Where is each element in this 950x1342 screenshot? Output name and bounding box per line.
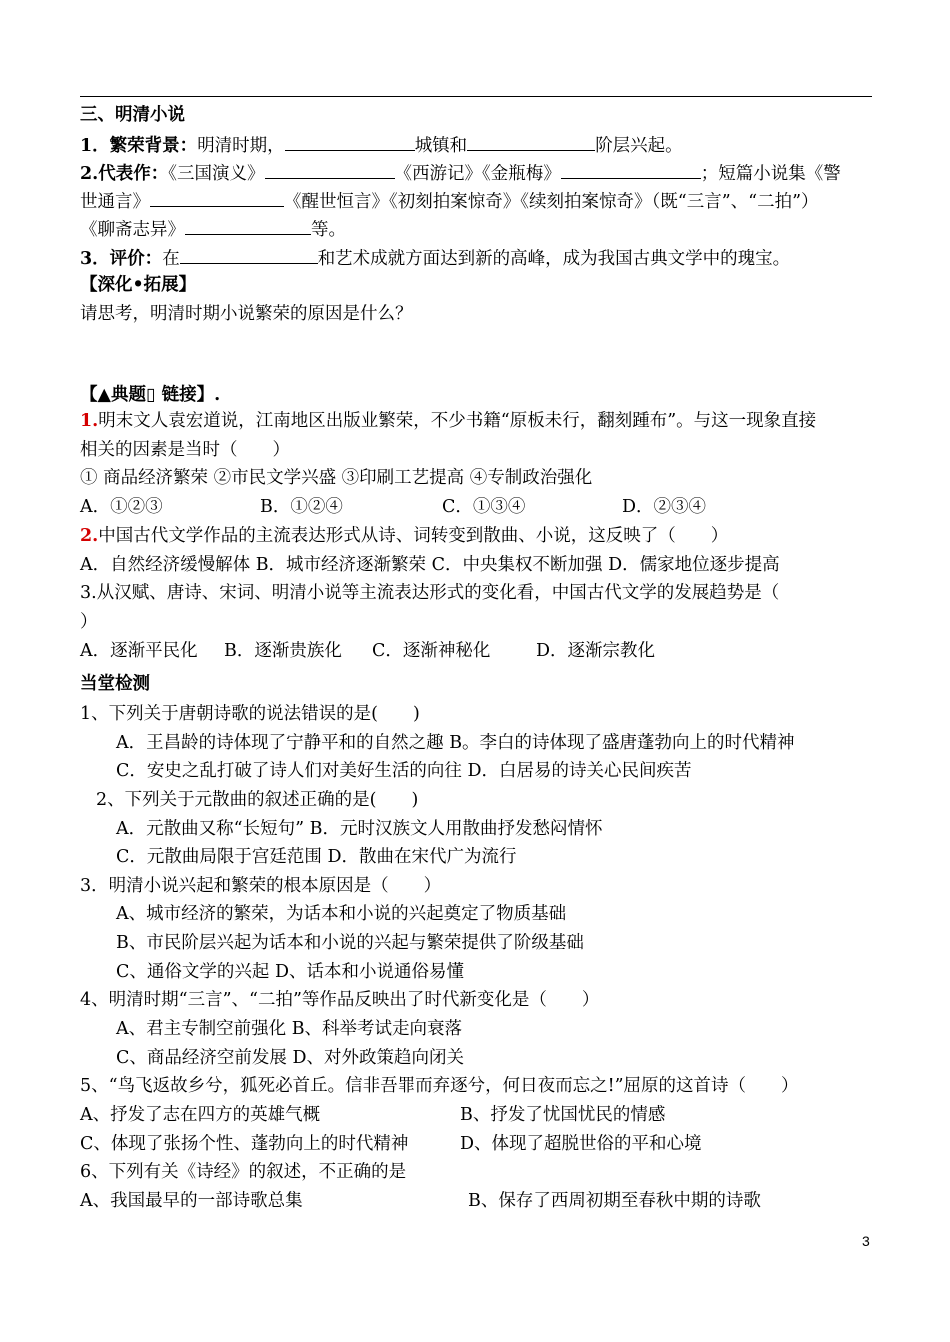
test-q2-stem: 2、下列关于元散曲的叙述正确的是( )	[96, 790, 419, 810]
test-q5-stem: 5、“鸟飞返故乡兮，狐死必首丘。信非吾罪而弃逐兮，何日夜而忘之!”屈原的这首诗（ ）	[80, 1076, 799, 1096]
test-q1-stem: 1、下列关于唐朝诗歌的说法错误的是( )	[80, 704, 420, 724]
test-title: 当堂检测	[80, 674, 150, 694]
option[interactable]: C．①③④	[442, 497, 526, 517]
test-q4-opt-cd[interactable]: C、商品经济空前发展 D、对外政策趋向闭关	[116, 1048, 464, 1068]
test-q6-stem: 6、下列有关《诗经》的叙述，不正确的是	[80, 1162, 407, 1182]
fill-blank[interactable]	[185, 217, 311, 235]
item-works-line2: 世通言》 《醒世恒言》《初刻拍案惊奇》《续刻拍案惊奇》（既“三言”、“二拍”）	[80, 189, 880, 213]
item-background: 1．繁荣背景：明清时期， 城镇和 阶层兴起。	[80, 133, 880, 157]
option[interactable]: A、我国最早的一部诗歌总集	[80, 1191, 303, 1211]
fill-blank[interactable]	[265, 161, 395, 179]
option[interactable]: B、抒发了忧国忧民的情感	[460, 1105, 666, 1125]
fill-blank[interactable]	[180, 246, 318, 264]
test-q1-opt-cd[interactable]: C．安史之乱打破了诗人们对美好生活的向往 D．白居易的诗关心民间疾苦	[116, 761, 692, 781]
test-q4-opt-ab[interactable]: A、君主专制空前强化 B、科举考试走向衰落	[116, 1019, 463, 1039]
item-works: 2.代表作：《三国演义》 《西游记》《金瓶梅》 ；短篇小说集《警	[80, 161, 880, 185]
extend-question: 请思考，明清时期小说繁荣的原因是什么？	[80, 304, 413, 324]
fill-blank[interactable]	[467, 133, 595, 151]
test-q3-stem: 3．明清小说兴起和繁荣的根本原因是（ ）	[80, 876, 442, 896]
option[interactable]: B．①②④	[260, 497, 343, 517]
header-rule	[80, 96, 872, 97]
classic-q2-line1: 2.中国古代文学作品的主流表达形式从诗、词转变到散曲、小说，这反映了（ ）	[80, 526, 729, 546]
option[interactable]: A．逐渐平民化	[80, 641, 198, 661]
classic-q1-line2: 相关的因素是当时（ ）	[80, 440, 290, 460]
classic-title: 【▲典题▯ 链接】.	[80, 385, 221, 405]
item-works-line3: 《聊斋志异》 等。	[80, 217, 880, 241]
item-evaluation: 3．评价：在 和艺术成就方面达到新的高峰，成为我国古典文学中的瑰宝。	[80, 246, 880, 270]
option[interactable]: B、保存了西周初期至春秋中期的诗歌	[468, 1191, 761, 1211]
extend-title: 【深化•拓展】	[80, 275, 197, 295]
test-q3-opt-cd[interactable]: C、通俗文学的兴起 D、话本和小说通俗易懂	[116, 962, 464, 982]
fill-blank[interactable]	[285, 133, 415, 151]
test-q2-opt-ab[interactable]: A．元散曲又称“长短句” B．元时汉族文人用散曲抒发愁闷情怀	[116, 819, 603, 839]
fill-blank[interactable]	[561, 161, 701, 179]
classic-q2-options: A．自然经济缓慢解体 B．城市经济逐渐繁荣 C．中央集权不断加强 D．儒家地位逐步提高	[80, 555, 780, 575]
option[interactable]: D．逐渐宗教化	[536, 641, 656, 661]
test-q4-stem: 4、明清时期“三言”、“二拍”等作品反映出了时代新变化是（ ）	[80, 990, 600, 1010]
classic-q1-line1: 1.明末文人袁宏道说，江南地区出版业繁荣，不少书籍“原板未行，翻刻踵布”。与这一现象直接	[80, 411, 817, 431]
classic-q3-line2: ）	[80, 612, 98, 632]
option[interactable]: C、体现了张扬个性、蓬勃向上的时代精神	[80, 1134, 409, 1154]
option[interactable]: A、抒发了志在四方的英雄气概	[80, 1105, 321, 1125]
fill-blank[interactable]	[150, 189, 284, 207]
test-q2-opt-cd[interactable]: C．元散曲局限于宫廷范围 D．散曲在宋代广为流行	[116, 847, 517, 867]
section-title: 三、明清小说	[80, 105, 185, 125]
page-number: 3	[862, 1233, 870, 1249]
classic-q3-line1: 3.从汉赋、唐诗、宋词、明清小说等主流表达形式的变化看，中国古代文学的发展趋势是（	[80, 583, 780, 603]
option[interactable]: D．②③④	[622, 497, 707, 517]
test-q1-opt-ab[interactable]: A．王昌龄的诗体现了宁静平和的自然之趣 B。李白的诗体现了盛唐蓬勃向上的时代精神	[116, 733, 795, 753]
option[interactable]: A．①②③	[80, 497, 163, 517]
classic-q1-line3: ① 商品经济繁荣 ②市民文学兴盛 ③印刷工艺提高 ④专制政治强化	[80, 468, 593, 488]
test-q3-opt-b[interactable]: B、市民阶层兴起为话本和小说的兴起与繁荣提供了阶级基础	[116, 933, 584, 953]
option[interactable]: C．逐渐神秘化	[372, 641, 491, 661]
option[interactable]: D、体现了超脱世俗的平和心境	[460, 1134, 702, 1154]
option[interactable]: B．逐渐贵族化	[224, 641, 342, 661]
test-q3-opt-a[interactable]: A、城市经济的繁荣，为话本和小说的兴起奠定了物质基础	[116, 904, 567, 924]
